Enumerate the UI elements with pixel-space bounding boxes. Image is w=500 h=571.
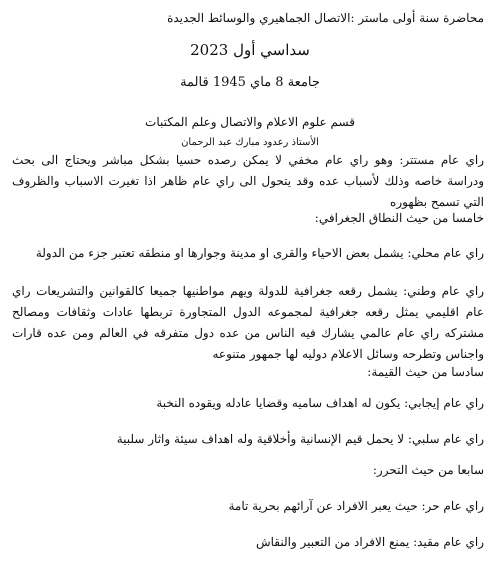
negative-opinion-line: راي عام سلبي: لا يحمل قيم الإنسانية وأخلاقية وله اهداف سيئة واثار سلبية — [116, 432, 484, 446]
scope-heading: خامسا من حيث النطاق الجغرافي: — [314, 211, 484, 225]
lecture-title: محاضرة سنة أولى ماستر :الاتصال الجماهيري والوسائط الجديدة — [167, 11, 484, 25]
professor-line: الأستاذ رعدود مبارك عبد الرحمان — [181, 137, 319, 148]
freedom-heading: سابعا من حيث التحرر: — [372, 463, 484, 477]
university-line: جامعة 8 ماي 1945 قالمة — [180, 75, 320, 90]
restricted-opinion-line: راي عام مقيد: يمنع الافراد من التعبير والنقاش — [255, 535, 484, 549]
positive-opinion-line: راي عام إيجابي: يكون له اهداف ساميه وقضايا عادله ويقوده النخبة — [156, 396, 484, 410]
local-opinion-line: راي عام محلي: يشمل بعض الاحياء والقرى او مدينة وجوارها او منطقه تعتبر جزء من الدولة — [35, 246, 484, 260]
national-opinion-paragraph: راي عام وطني: يشمل رقعه جغرافية للدولة ويهم مواطنيها جميعا كالقوانين والتشريعات راي عام اقليمي يمثل رقعه جغرافية لمجموعه الدول المتجاورة تربطها عادات وثقافات ومصالح مشتركه راي عام عالمي يشارك فيه الناس من عده دول متفرقه في العالم ومن عده قارات واجناس وتطرحه وسائل الاعلام دوليه لها جمهور متنوعه — [12, 284, 484, 361]
value-heading: سادسا من حيث القيمة: — [367, 365, 484, 379]
free-opinion-line: راي عام حر: حيث يعبر الافراد عن آرائهم بحرية تامة — [228, 499, 484, 513]
hidden-opinion-paragraph: راي عام مستتر: وهو راي عام مخفي لا يمكن رصده حسيا بشكل مباشر ويحتاج الى بحث ودراسة خاصه وذلك لأسباب عده وقد يتحول الى راي عام ظاهر اذا تغيرت الاسباب والظروف التي تسمح بظهوره — [12, 153, 484, 209]
department-line: قسم علوم الاعلام والاتصال وعلم المكتبات — [145, 115, 355, 129]
semester-line: سداسي أول 2023 — [190, 41, 310, 59]
